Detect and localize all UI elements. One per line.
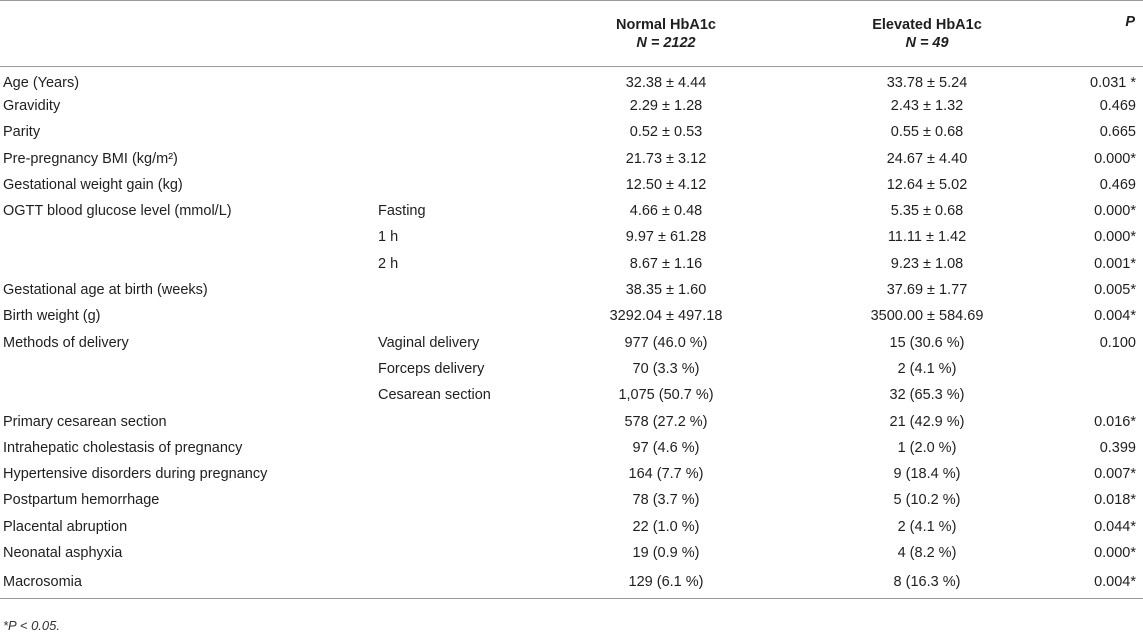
row-subcategory	[370, 408, 530, 434]
normal-value: 578 (27.2 %)	[624, 413, 708, 430]
elevated-value: 5 (10.2 %)	[893, 492, 961, 509]
p-value: 0.044*	[1094, 518, 1136, 535]
table-row	[0, 93, 1143, 119]
table-row	[0, 329, 1143, 355]
table-row	[0, 408, 1143, 434]
row-label: Intrahepatic cholestasis of pregnancy	[3, 439, 243, 456]
table-row	[0, 277, 1143, 303]
elevated-value: 1 (2.0 %)	[897, 439, 957, 456]
header-subcategory	[370, 1, 530, 67]
normal-value: 21.73 ± 3.12	[625, 150, 707, 167]
elevated-value: 12.64 ± 5.02	[886, 176, 968, 193]
row-label	[0, 382, 370, 408]
row-label: Pre-pregnancy BMI (kg/m²)	[3, 150, 178, 167]
elevated-value: 9 (18.4 %)	[893, 466, 961, 483]
table-row	[0, 251, 1143, 277]
normal-value: 70 (3.3 %)	[632, 360, 700, 377]
row-label	[0, 356, 370, 382]
table-row	[0, 461, 1143, 487]
p-value	[1052, 382, 1143, 408]
p-value: 0.007*	[1094, 466, 1136, 483]
normal-value: 3292.04 ± 497.18	[609, 308, 723, 325]
normal-value: 0.52 ± 0.53	[629, 124, 703, 141]
table-row	[0, 435, 1143, 461]
p-value: 0.000*	[1094, 229, 1136, 246]
elevated-value: 8 (16.3 %)	[802, 566, 1052, 598]
row-label: Parity	[3, 124, 41, 141]
table-row	[0, 224, 1143, 250]
normal-value: 32.38 ± 4.44	[625, 74, 707, 91]
elevated-value: 2.43 ± 1.32	[890, 97, 964, 114]
elevated-value: 4 (8.2 %)	[897, 544, 957, 561]
p-value: 0.004*	[1052, 566, 1143, 598]
row-subcategory: 2 h	[378, 255, 399, 272]
normal-value: 129 (6.1 %)	[530, 566, 802, 598]
row-subcategory	[370, 172, 530, 198]
elevated-value: 11.11 ± 1.42	[887, 229, 967, 246]
row-subcategory: Vaginal delivery	[378, 334, 480, 351]
elevated-value: 33.78 ± 5.24	[886, 74, 968, 91]
normal-value: 1,075 (50.7 %)	[618, 387, 714, 404]
row-label: Gravidity	[3, 97, 61, 114]
elevated-value: 0.55 ± 0.68	[890, 124, 964, 141]
row-subcategory	[370, 487, 530, 513]
p-value: 0.004*	[1094, 308, 1136, 325]
table-row	[0, 382, 1143, 408]
elevated-n: N = 49	[905, 34, 949, 51]
normal-title: Normal HbA1c	[616, 16, 716, 33]
normal-value: 9.97 ± 61.28	[625, 229, 707, 246]
table-row	[0, 540, 1143, 566]
p-value	[1052, 356, 1143, 382]
elevated-value: 24.67 ± 4.40	[886, 150, 968, 167]
normal-value: 78 (3.7 %)	[632, 492, 700, 509]
row-subcategory	[370, 67, 530, 93]
p-value: 0.000*	[1094, 150, 1136, 167]
row-subcategory: Fasting	[378, 203, 426, 220]
row-label: OGTT blood glucose level (mmol/L)	[3, 203, 232, 220]
normal-value: 12.50 ± 4.12	[625, 176, 707, 193]
header-p-value: P	[1052, 1, 1143, 67]
normal-value: 164 (7.7 %)	[628, 466, 704, 483]
elevated-value: 2 (4.1 %)	[897, 518, 957, 535]
row-label	[0, 224, 370, 250]
footnote: *P < 0.05.	[3, 618, 60, 633]
table-row	[0, 198, 1143, 224]
row-subcategory: Forceps delivery	[378, 360, 485, 377]
elevated-value: 3500.00 ± 584.69	[870, 308, 984, 325]
table-row	[0, 172, 1143, 198]
p-value: 0.018*	[1094, 492, 1136, 509]
normal-value: 22 (1.0 %)	[632, 518, 700, 535]
table-row	[0, 145, 1143, 171]
row-subcategory: Cesarean section	[378, 387, 491, 404]
row-label: Methods of delivery	[3, 334, 129, 351]
normal-n: N = 2122	[636, 34, 696, 51]
row-label: Neonatal asphyxia	[3, 544, 123, 561]
normal-value: 4.66 ± 0.48	[629, 203, 703, 220]
normal-value: 977 (46.0 %)	[624, 334, 708, 351]
row-subcategory	[370, 303, 530, 329]
elevated-value: 5.35 ± 0.68	[890, 203, 964, 220]
header-row	[0, 1, 1143, 67]
table-row	[0, 119, 1143, 145]
p-value: 0.001*	[1094, 255, 1136, 272]
row-subcategory	[370, 93, 530, 119]
row-subcategory	[370, 435, 530, 461]
row-label	[0, 251, 370, 277]
p-value: 0.000*	[1094, 203, 1136, 220]
p-value: 0.665	[1099, 124, 1136, 141]
row-subcategory	[370, 461, 530, 487]
p-value: 0.100	[1099, 334, 1136, 351]
header-normal-hba1c	[530, 1, 802, 67]
table-header	[0, 1, 1143, 67]
p-value: 0.031 *	[1090, 74, 1136, 91]
elevated-value: 15 (30.6 %)	[889, 334, 965, 351]
row-subcategory	[370, 566, 530, 598]
row-label: Gestational weight gain (kg)	[3, 176, 183, 193]
p-value: 0.399	[1099, 439, 1136, 456]
row-subcategory	[370, 119, 530, 145]
row-label: Birth weight (g)	[3, 308, 101, 325]
row-subcategory	[370, 277, 530, 303]
table-body	[0, 67, 1143, 599]
p-value: 0.016*	[1094, 413, 1136, 430]
row-label: Postpartum hemorrhage	[3, 492, 160, 509]
elevated-value: 9.23 ± 1.08	[890, 255, 964, 272]
header-variable	[0, 1, 370, 67]
p-value: 0.005*	[1094, 282, 1136, 299]
normal-value: 97 (4.6 %)	[632, 439, 700, 456]
elevated-value: 37.69 ± 1.77	[886, 282, 968, 299]
normal-value: 19 (0.9 %)	[632, 544, 700, 561]
normal-value: 38.35 ± 1.60	[625, 282, 707, 299]
p-value: 0.469	[1099, 176, 1136, 193]
p-value: 0.000*	[1094, 544, 1136, 561]
table-row	[0, 67, 1143, 93]
row-subcategory	[370, 145, 530, 171]
normal-value: 2.29 ± 1.28	[629, 97, 703, 114]
table-row	[0, 356, 1143, 382]
header-elevated-hba1c	[802, 1, 1052, 67]
row-subcategory: 1 h	[378, 229, 399, 246]
table-row	[0, 487, 1143, 513]
table-row	[0, 566, 1143, 598]
row-label: Placental abruption	[3, 518, 128, 535]
elevated-value: 32 (65.3 %)	[889, 387, 965, 404]
row-label: Age (Years)	[3, 74, 80, 91]
elevated-title: Elevated HbA1c	[872, 16, 982, 33]
elevated-value: 2 (4.1 %)	[897, 360, 957, 377]
row-subcategory	[370, 514, 530, 540]
table-row	[0, 303, 1143, 329]
normal-value: 8.67 ± 1.16	[629, 255, 703, 272]
row-label: Macrosomia	[0, 566, 370, 598]
row-subcategory	[370, 540, 530, 566]
row-label: Primary cesarean section	[3, 413, 167, 430]
elevated-value: 21 (42.9 %)	[889, 413, 965, 430]
row-label: Gestational age at birth (weeks)	[3, 282, 208, 299]
row-label: Hypertensive disorders during pregnancy	[3, 466, 268, 483]
p-value: 0.469	[1099, 97, 1136, 114]
table-row	[0, 514, 1143, 540]
